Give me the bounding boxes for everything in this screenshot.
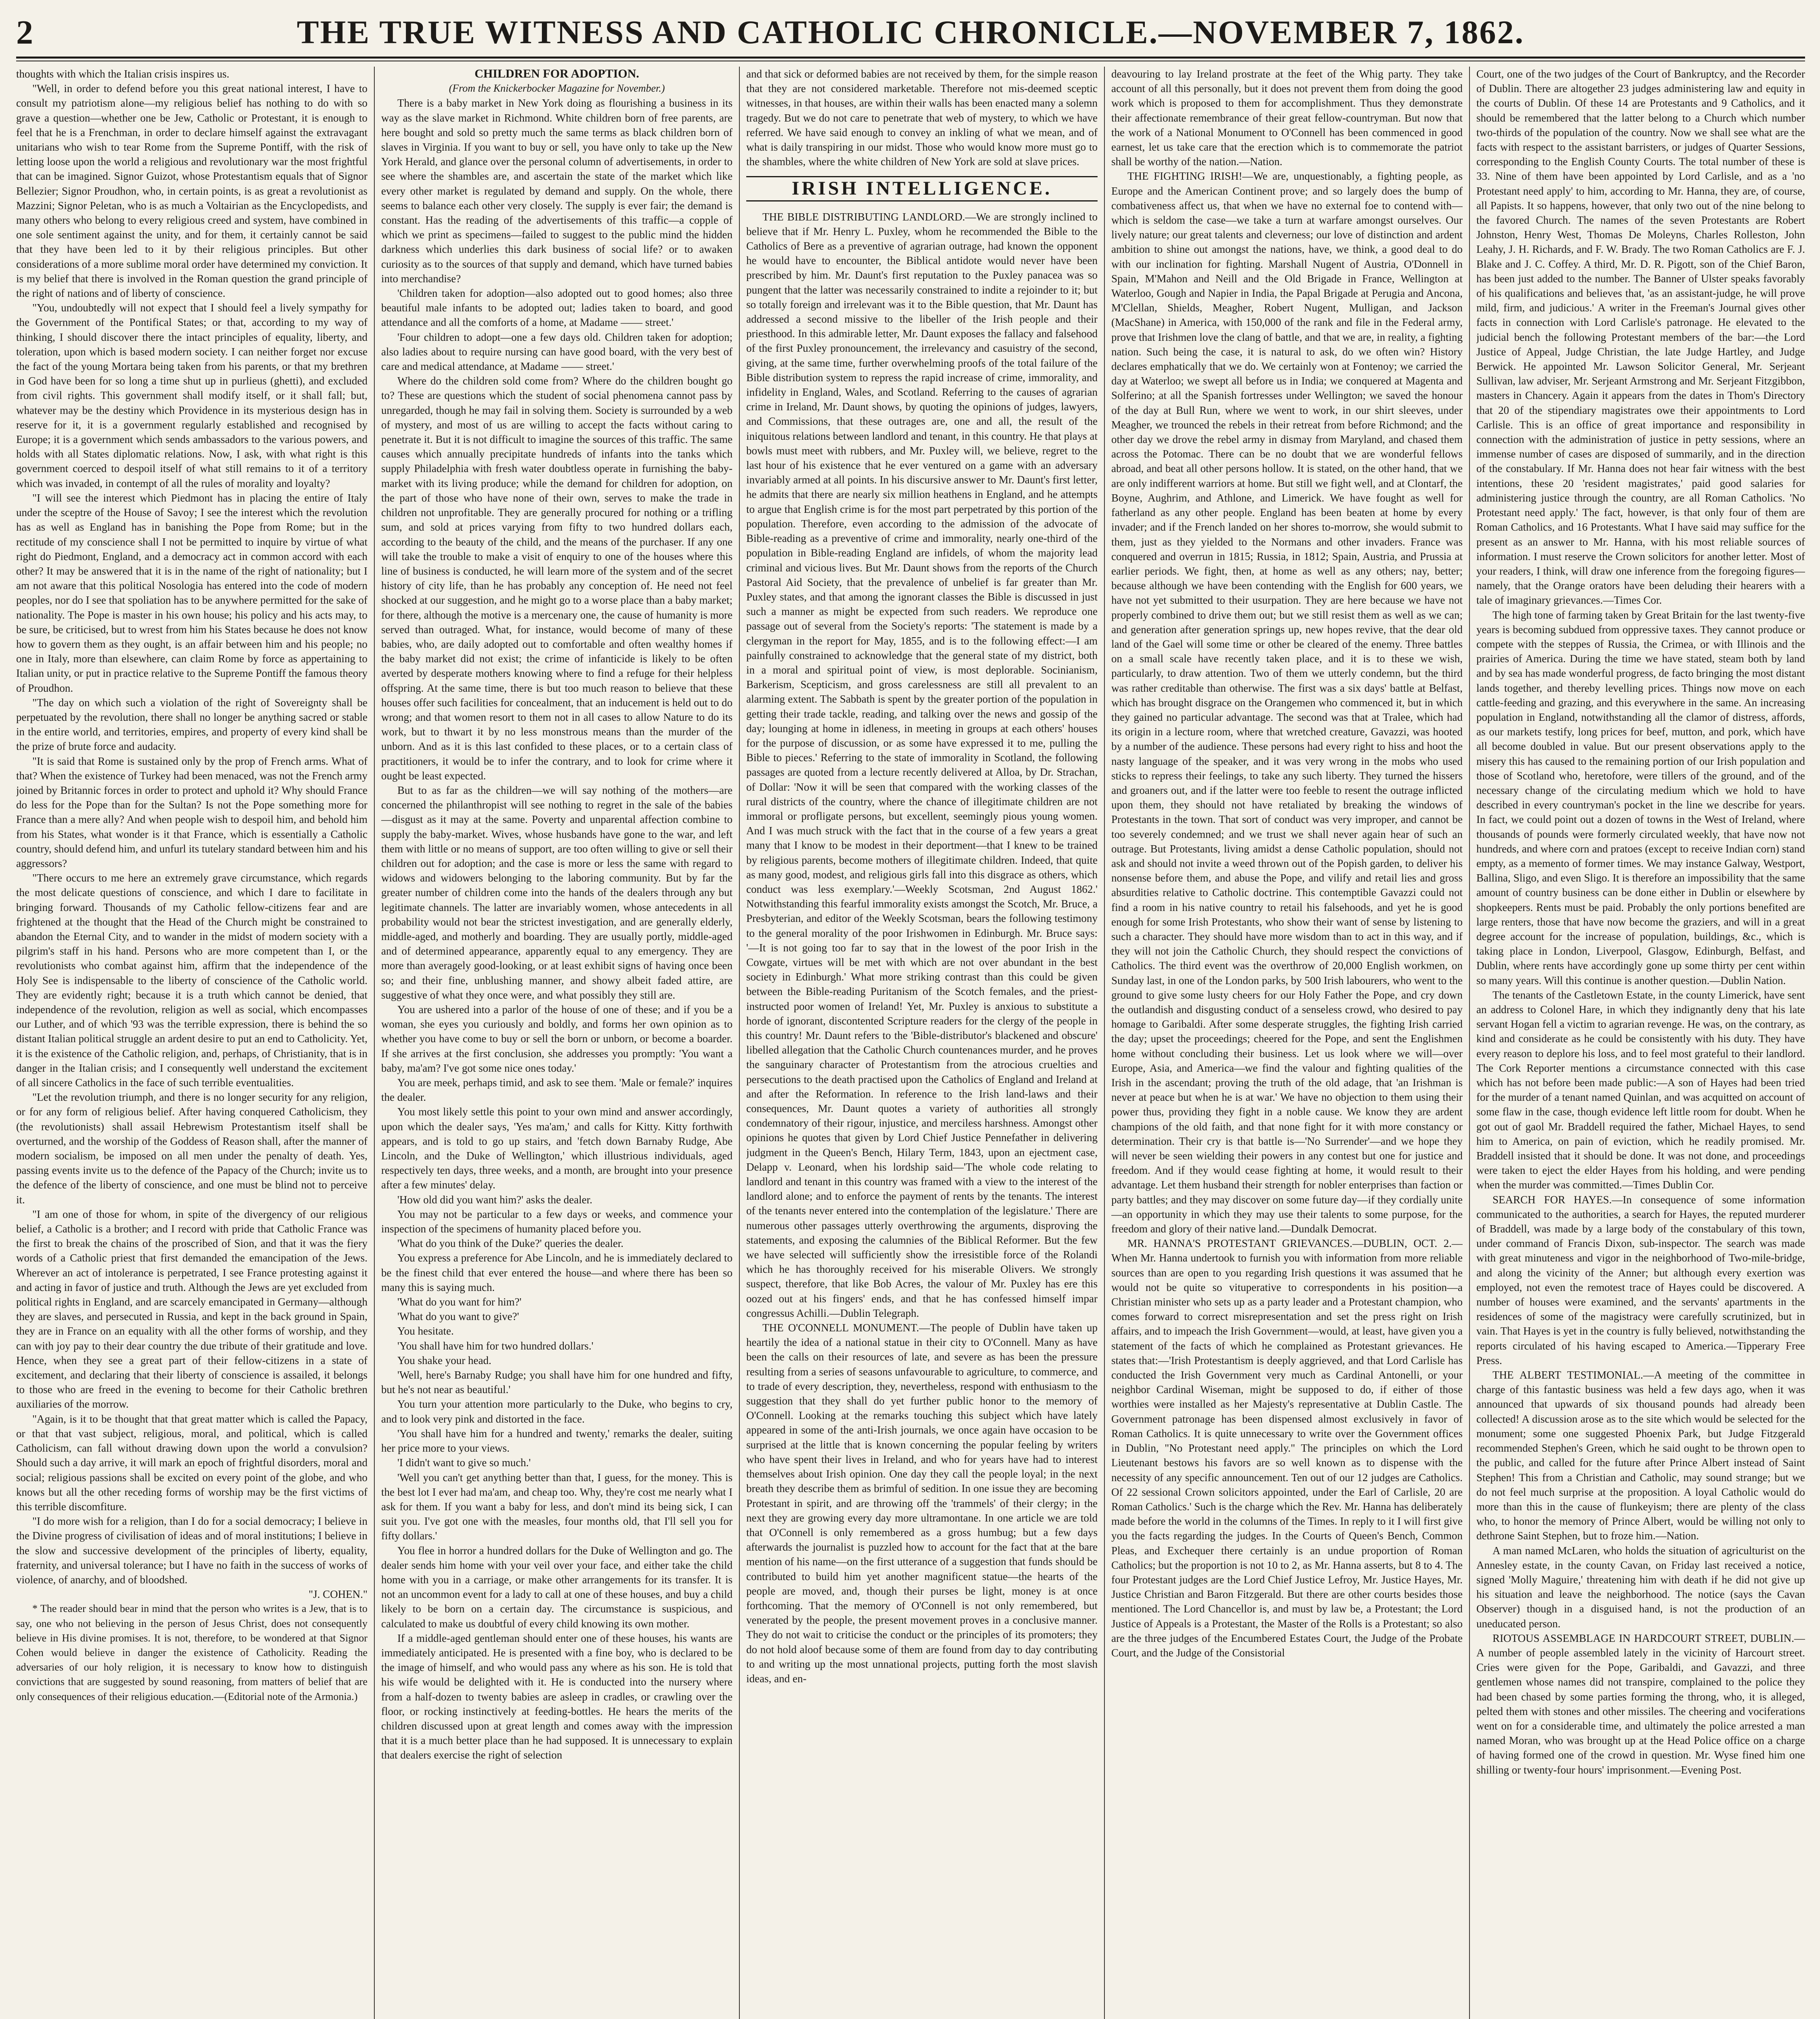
- article-paragraph: You most likely settle this point to your own mind and answer accordingly, upon which the dealer says, 'Yes ma'am,' and calls for Kitty. Kitty forthwith appears, and is told to go up stairs, and 'fetch down Barnaby Rudge, Abe Lincoln, and the Duke of Wellington,' which illustrious individuals, aged respectively ten days, three weeks, and a month, are brought into your presence after a few minutes' delay.: [381, 1106, 733, 1191]
- article-paragraph: The tenants of the Castletown Estate, in the county Limerick, have sent an address to Colonel Hare, in which they indignantly deny that his late servant Hogan fell a victim to agrarian revenge. He was, on the contrary, as kind and considerate as he could be consistently with his duty. They have every reason to deplore his loss, and to feel most grateful to their landlord. The Cork Reporter mentions a circumstance connected with this case which has not before been made public:—A son of Hayes had been tried for the murder of a tenant named Quinlan, and was acquitted on account of some flaw in the case, though evidence left little room for doubt. When he got out of gaol Mr. Braddell required the father, Michael Hayes, to send him to America, on pain of eviction, which he readily promised. Mr. Braddell insisted that it should be done. It was not done, and proceedings were taken to eject the elder Hayes from his holding, and were pending when the murder was committed.—Times Dublin Cor.: [1476, 989, 1805, 1191]
- article-paragraph: A man named McLaren, who holds the situation of agriculturist on the Annesley estate, in the county Cavan, on Friday last received a notice, signed 'Molly Maguire,' threatening him with death if he did not give up his situation and leave the neighborhood. The notice (says the Cavan Observer) though in a disguised hand, is not the production of an uneducated person.: [1476, 1544, 1805, 1630]
- article-paragraph: You are meek, perhaps timid, and ask to see them. 'Male or female?' inquires the dealer.: [381, 1077, 733, 1104]
- article-paragraph: "I do more wish for a religion, than I do for a social democracy; I believe in the Divine progress of civilisation of ideas and of moral institutions; I believe in the slow and successive development of the principles of liberty, equality, fraternity, and universal tolerance; but I have no faith in the success of works of violence, of anarchy, and of bloodshed.: [16, 1515, 367, 1586]
- article-paragraph: "Let the revolution triumph, and there is no longer security for any religion, or for any form of religious belief. After having conquered Catholicism, they (the revolutionists) shall assail Hebrewism Protestantism itself shall be overturned, and the worship of the Goddess of Reason shall, after the manner of modern socialism, be imposed on all men under the penalty of death. Yes, passing events invite us to the defence of the Papacy of the Church; invite us to the defence of the liberty of conscience, and one must be blind not to perceive it.: [16, 1091, 367, 1206]
- column-rule: [739, 67, 740, 2019]
- article-paragraph: SEARCH FOR HAYES.—In consequence of some information communicated to the authorities, a search for Hayes, the reputed murderer of Braddell, was made by a large body of the constabulary of this town, under command of Francis Dixon, sub-inspector. The search was made with great minuteness and vigor in the neighborhood of Two-mile-bridge, and along the vicinity of the Anner; but although every exertion was employed, not even the remotest trace of Hayes could be discovered. A number of houses were examined, and the servants' apartments in the residences of some of the magistracy were carefully scrutinized, but in vain. That Hayes is yet in the country is fully believed, notwithstanding the reports circulated of his having escaped to America.—Tipperary Free Press.: [1476, 1193, 1805, 1366]
- article-paragraph: "Again, is it to be thought that that great matter which is called the Papacy, or that that vast subject, religious, moral, and political, which is called Catholicism, can fall without drawing down upon the world a convulsion? Should such a day arrive, it will mark an epoch of frightful disorders, moral and social; religious passions shall be excited on every point of the globe, and who knows but all the other receding forms of worship may be the first victims of this terrible discomfiture.: [16, 1412, 367, 1513]
- article-paragraph: 'Children taken for adoption—also adopted out to good homes; also three beautiful male infants to be adopted out; ladies taken to board, and good attendance and all the comforts of a home, at Madame —— street.': [381, 287, 733, 329]
- article-paragraph: You are ushered into a parlor of the house of one of these; and if you be a woman, she eyes you curiously and boldly, and forms her own opinion as to whether you have come to buy or sell the born or unborn, or become a boarder. If she arrives at the first conclusion, she addresses you promptly: 'You want a baby, ma'am? I've got some nice ones today.': [381, 1003, 733, 1074]
- article-paragraph: But to as far as the children—we will say nothing of the mothers—are concerned the philanthropist will see nothing to regret in the sale of the babies—disgust as it may at the same. Poverty and unparental affection combine to supply the baby-market. Wives, whose husbands have gone to the war, and left them with little or no means of support, are too often willing to give or sell their children out for adoption; and the case is more or less the same with regard to widows and widowers belonging to the laboring community. But by far the greater number of children come into the hands of the dealers through any but legitimate channels. The latter are invariably women, whose antecedents in all probability would not bear the strictest investigation, and are generally elderly, middle-aged, and motherly and boarding. They are usually portly, middle-aged and of determined appearance, apparently equal to any emergency. They are more than averagely good-looking, or at least exhibit signs of having once been so; and their fine, unblushing manner, and showy albeit faded attire, are suggestive of what they once were, and what possibly they still are.: [381, 784, 733, 1001]
- article-paragraph: You express a preference for Abe Lincoln, and he is immediately declared to be the finest child that ever entered the house—and where there has been so many this is saying much.: [381, 1252, 733, 1293]
- article-paragraph: You turn your attention more particularly to the Duke, who begins to cry, and to look very pink and distorted in the face.: [381, 1398, 733, 1425]
- article-paragraph: You flee in horror a hundred dollars for the Duke of Wellington and go. The dealer sends him home with your veil over your face, and either take the child home with you in a carriage, or make other arrangements for its transfer. It is not an uncommon event for a lady to call at one of these houses, and buy a child likely to be born on a certain day. The circumstance is suspicious, and calculated to make us doubtful of every child knowing its own mother.: [381, 1544, 733, 1630]
- editorial-footnote: * The reader should bear in mind that the person who writes is a Jew, that is to say, one who not believing in the person of Jesus Christ, does not consequently believe in His divine promises. It is not, therefore, to be wondered at that Signor Cohen would believe in danger the existence of Catholicity. Reading the adversaries of our holy religion, it is necessary to know how to distinguish convictions that are suggested by sound reasoning, from matters of belief that are only consequences of their religious education.—(Editorial note of the Armonia.): [16, 1603, 367, 1702]
- article-paragraph: If a middle-aged gentleman should enter one of these houses, his wants are immediately anticipated. He is presented with a fine boy, who is declared to be the image of himself, and who would pass any where as his son. He is told that his wife would be delighted with it. He is conducted into the nursery where from a half-dozen to twenty babies are asleep in cradles, or crawling over the floor, or rocking instinctively at feeding-bottles. He hears the merits of the children discussed upon at great length and comes away with the impression that it is a much better place than he had supposed. It is unnecessary to explain that dealers exercise the right of selection: [381, 1632, 733, 1761]
- article-paragraph: RIOTOUS ASSEMBLAGE IN HARDCOURT STREET, DUBLIN.—A number of people assembled lately in the vicinity of Harcourt street. Cries were given for the Pope, Garibaldi, and Gavazzi, and three gentlemen whose names did not transpire, complained to the police they had been chased by some parties forming the throng, who, it is alleged, pelted them with stones and other missiles. The cheering and vociferations went on for a considerable time, and ultimately the police arrested a man named Moran, who was brought up at the Head Police office on a charge of having formed one of the crowd in question. Mr. Wyse fined him one shilling or twenty-four hours' imprisonment.—Evening Post.: [1476, 1632, 1805, 1776]
- article-paragraph: 'Well you can't get anything better than that, I guess, for the money. This is the best lot I ever had ma'am, and cheap too. Why, they're cost me nearly what I ask for them. If you want a baby for less, and don't mind its being sick, I can suit you. I've got one with the measles, four months old, that I'll sell you for fifty dollars.': [381, 1471, 733, 1542]
- article-paragraph: 'What do you want to give?': [397, 1310, 519, 1323]
- article-paragraph: 'I didn't want to give so much.': [397, 1457, 531, 1469]
- article-paragraph: 'You shall have him for two hundred dollars.': [397, 1339, 594, 1352]
- article-paragraph: 'Four children to adopt—one a few days old. Children taken for adoption; also ladies about to require nursing can have good board, with the very best of care and medical attendance, at Madame —— street.': [381, 331, 733, 373]
- column-rule: [1104, 67, 1105, 2019]
- article-paragraph: THE ALBERT TESTIMONIAL.—A meeting of the committee in charge of this fantastic business was held a few days ago, when it was announced that upwards of six thousand pounds had already been collected! A discussion arose as to the site which would be selected for the monument; some one suggested Phoenix Park, but Judge Fitzgerald recommended Stephen's Green, which he said ought to be thrown open to the public, and called for the future after Prince Albert instead of Saint Stephen! This from a Christian and Catholic, may sound strange; but we do not feel much surprise at the proposition. A loyal Catholic would do more than this in the cause of flunkeyism; there are plenty of the class who, to honor the memory of Prince Albert, would be willing not only to dethrone Saint Stephen, but to froze him.—Nation.: [1476, 1369, 1805, 1542]
- article-paragraph: Where do the children sold come from? Where do the children bought go to? These are questions which the student of social phenomena cannot pass by unregarded, though he may fail in solving them. Society is surrounded by a web of mystery, and most of us are willing to accept the facts without caring to penetrate it. But it is not difficult to imagine the sources of this traffic. The same causes which annually precipitate hundreds of infants into the tanks which supply Philadelphia with fresh water doubtless operate in furnishing the baby-market with its living produce; while the demand for children for adoption, on the part of those who have none of their own, serves to make the trade in children not unprofitable. They are generally procured for nothing or a trifling sum, and sold at prices varying from fifty to two hundred dollars each, according to the beauty of the child, and the means of the purchaser. If any one will take the trouble to make a visit of enquiry to one of the houses where this line of business is conducted, he will learn more of the system and of the secret history of city life, than he has probably any conception of. He need not feel shocked at our suggestion, and he might go to a worse place than a baby market; for there, although the motive is a mercenary one, the cause of humanity is more served than outraged. What, for instance, would become of many of these babies, who, are daily adopted out to comfortable and often wealthy homes if the baby market did not exist; the crime of infanticide is likely to be often averted by desperate mothers knowing where to find a refuge for their helpless offspring. At the same time, there is but too much reason to believe that these houses offer such facilities for concealment, that an inducement is held out to do wrong; and that women resort to them not in all cases to allow Nature to do its work, but to thwart it by no less monstrous means than the murder of the unborn. And as it is this last confided to these places, or to a certain class of practitioners, it would be to infer the contrary, and to look for crime where it ought be least expected.: [381, 375, 733, 782]
- article-source: (From the Knickerbocker Magazine for November.): [449, 82, 665, 94]
- column-rule: [374, 67, 375, 2019]
- article-paragraph: "I will see the interest which Piedmont has in placing the entire of Italy under the sceptre of the House of Savoy; I see the interest which the revolution has as well as England has in banishing the Pope from Rome; but in the rectitude of my conscience shall I not be permitted to inquire by virtue of what right do Piedmont, England, and a democracy act in common accord with each other? It may be answered that it is in the name of the right of nationality; but I am not aware that this political Nosologia has entered into the code of modern peoples, nor do I see that spoliation has to be anywhere permitted for the sake of nationality. The Pope is master in his own house; his policy and his acts may, to be sure, be criticised, but to wrest from him his States because he does not know how to govern them as they ought, is an affair between him and his people; no one in Italy, more than elsewhere, can claim Rome by force as appertaining to Italian unity, or put in practice relative to the Supreme Pontiff the famous theory of Proudhon.: [16, 491, 367, 694]
- article-paragraph: The high tone of farming taken by Great Britain for the last twenty-five years is becoming subdued from oppressive taxes. They cannot produce or compete with the steppes of Russia, the Crimea, or with Illinois and the prairies of America. During the time we have stated, steam both by land and by sea has made wonderful progress, de facto bringing the most distant lands together, and thereby levelling prices. Things now move on each cattle-feeding and grazing, and this everywhere in the same. An increasing population in England, notwithstanding all the clamor of distress, affords, as our markets testify, long prices for beef, mutton, and pork, which have all become doubled in value. But our present observations apply to the misery this has caused to the remaining portion of our Irish population and those of Scotland who, heretofore, were tillers of the ground, and of the necessary change of the circulating medium which we hold to have described in every countryman's pocket in the line we describe for years. In fact, we could point out a dozen of towns in the West of Ireland, where thousands of pounds were formerly circulated weekly, that have now not hundreds, and where corn and pratoes (except to receive Indian corn) stand empty, as a memento of former times. We may instance Galway, Westport, Ballina, Sligo, and even Sligo. It is therefore an impossibility that the same amount of country business can be done either in Dublin or elsewhere by shopkeepers. Rents must be paid. Probably the only portions benefited are large renters, those that have now become the graziers, and will in a great degree account for the increase of population, buildings, &c., which is taking place in London, Liverpool, Glasgow, Edinburgh, Belfast, and Dublin, where rents have accordingly gone up some thirty per cent within so many years. Will this continue is another question.—Dublin Nation.: [1476, 609, 1805, 986]
- article-paragraph: You may not be particular to a few days or weeks, and commence your inspection of the specimens of humanity placed before you.: [381, 1208, 733, 1235]
- article-paragraph: "Well, in order to defend before you this great national interest, I have to consult my patriotism alone—my religious belief has nothing to do with so grave a question—whether one be Jew, Catholic or Protestant, it is enough to feel that he is a Frenchman, in order to declare himself against the extravagant unitarians who wish to tear Rome from the Supreme Pontiff, with the risk of letting loose upon the world a religious and revolutionary war the most frightful that can be imagined. Signor Guizot, whose Protestantism equals that of Signor Bellezier; Signor Proudhon, who, in certain points, is as great a revolutionist as Mazzini; Signor Peletan, who is as much a Voltairian as the Encyclopedists, and many others who belong to every religious creed and system, have combined in one sole sentiment against the unity, and for them, it certainly cannot be said that they have been led to it by their religious principles. But other considerations of a more sublime moral order have determined my conviction. It is my belief that there is involved in the Roman question the grand principle of the right of nations and of liberty of conscience.: [16, 82, 367, 300]
- article-paragraph: 'Well, here's Barnaby Rudge; you shall have him for one hundred and fifty, but he's not near as beautiful.': [381, 1369, 733, 1396]
- column-rule: [1469, 67, 1470, 2019]
- article-paragraph: THE FIGHTING IRISH!—We are, unquestionably, a fighting people, as Europe and the American Continent prove; and so largely does the bump of combativeness affect us, that when we have no external foe to contend with—which is seldom the case—we take a turn at warfare amongst ourselves. Our lively nature; our great talents and cleverness; our love of distinction and ardent ambition to shine out amongst the nations, have, we think, a good deal to do with our inclination for fighting. Marshall Nugent of Austria, O'Donnell in Spain, M'Mahon and Neill and the Old Brigade in France, Wellington at Waterloo, Gough and Napier in India, the Papal Brigade at Perugia and Ancona, M'Clellan, Shields, Meagher, Robert Nugent, Mulligan, and Jackson (MacShane) in America, with 150,000 of the rank and file in the Federal army, prove that Irishmen love the clang of battle, and that we are, in reality, a fighting nation. Such being the case, it is natural to ask, do we often win? History declares emphatically that we do. We certainly won at Fontenoy; we carried the day at Waterloo; we swept all before us in India; we conquered at Magenta and Solferino; at all the Spanish fortresses under Wellington; we saved the honour of the day at Bull Run, where we went to work, in our shirt sleeves, under Meagher, we trounced the rebels in their retreat from before Richmond; and the other day we drove the rebel army in dismay from Maryland, and chased them across the Potomac. There can be no doubt that we are wonderful fellows abroad, and beat all other persons hollow. It is stated, on the other hand, that we are only indifferent warriors at home. But still we fight well, and at Clontarf, the Boyne, Aughrim, and Athlone, and Limerick. We have fought as well for fatherland as any other people. England has been beaten at home by every invader; and if the French landed on her shores to-morrow, she would submit to them, just as they yielded to the Normans and other invaders. France was conquered and overrun in 1815; Russia, in 1812; Spain, Austria, and Prussia at earlier periods. We fight, then, at home as well as any others; nay, better; because although we have been contending with the English for 600 years, we have not yet submitted to their usurpation. They are here because we have not properly combined to drive them out; but we still resist them as well as we can; and generation after generation springs up, new hopes revive, that the dear old land of the Gael will some time or other be cleared of the enemy. Three battles on a small scale have recently taken place, and it is to these we wish, particularly, to draw attention. Two of them we utterly condemn, but the third was rather creditable than otherwise. The first was a six days' battle at Belfast, which has brought disgrace on the Orangemen who commenced it, but in which they gained no particular advantage. The second was that at Tralee, which had its origin in a lecture room, where that wretched creature, Gavazzi, was hooted by a number of the audience. These persons had every right to hiss and hoot the nasty language of the speaker, and it was very wrong in the mobs who used sticks to repress their feelings, to take any such liberty. They turned the hissers and groaners out, and if the latter were too feeble to resent the outrage inflicted upon them, they should not have retaliated by breaking the windows of Protestants in the town. That sort of conduct was very improper, and cannot be too severely condemned; and we trust we shall never again hear of such an outrage. But Protestants, living amidst a dense Catholic population, should not ask and should not invite a weed thrown out of the Popish garden, to deliver his nonsense before them, and abuse the Pope, and vilify and retail lies and gross absurdities relative to Catholic doctrine. This contemptible Gavazzi could not find a room in his native country to retail his falsehoods, and yet he is good enough for some Irish Protestants, who show their want of sense by listening to such a character. They should have more wisdom than to act in this way, and if they will not join the Catholic Church, they should respect the convictions of Catholics. The third event was the overthrow of 20,000 English workmen, on Sunday last, in one of the London parks, by 500 Irish labourers, who went to the ground to give some lusty cheers for our Holy Father the Pope, and cry down the outlandish and disgusting conduct of a senseless crowd, who desired to pay homage to Garibaldi. After some desperate struggles, the fighting Irish carried the day; upset the proceedings; cheered for the Pope, and sent the Englishmen home without concluding their business. Let us look where we will—over Europe, Asia, and America—we find the valour and fighting qualities of the Irish in the ascendant; proving the truth of the old adage, that 'an Irishman is never at peace but when he is at war.' We have no objection to them using their power thus, providing they fight in a noble cause. We know they are ardent champions of the old faith, and that none fight for it with more constancy or determination. Their cry is that battle is—'No Surrender'—and we hope they will never be seen wielding their powers in any contest but one for justice and freedom. And if they would cease fighting at home, it would result to their advantage. Let them husband their strength for nobler enterprises than faction or party battles; and they may discover on some future day—if they cordially unite—an opportunity in which they may use their talents to some purpose, for the freedom and glory of their native land.—Dundalk Democrat.: [1111, 170, 1463, 1235]
- article-paragraph: There is a baby market in New York doing as flourishing a business in its way as the slave market in Richmond. White children born of free parents, are here bought and sold so pretty much the same terms as black children born of slaves in Virginia. If you want to buy or sell, you have only to take up the New York Herald, and glance over the personal column of advertisements, in order to see where the shambles are, and ascertain the state of the market which like every other market is regulated by demand and supply. On the whole, there seems to balance each other very closely. The supply is ever fair; the demand is constant. Has the reading of the advertisements of this traffic—a copple of which we print as specimens—failed to suggest to the public mind the hidden darkness which underlies this dark business of social life? or to awaken curiosity as to the sources of that supply and demand, which have turned babies into merchandise?: [381, 97, 733, 285]
- masthead: [16, 12, 1805, 52]
- article-paragraph: "The day on which such a violation of the right of Sovereignty shall be perpetuated by the revolution, there shall no longer be anything sacred or stable in the entire world, and territories, empires, and property of every kind shall be the prize of brute force and audacity.: [16, 696, 367, 753]
- article-paragraph: MR. HANNA'S PROTESTANT GRIEVANCES.—DUBLIN, OCT. 2.—When Mr. Hanna undertook to furnish you with information from more reliable sources than are open to you regarding Irish questions it was assumed that he would not be quite so vituperative to correspondents in his position—a Christian minister who sets up as a party leader and a Protestant champion, who comes forward to correct misrepresentation and set the press right on Irish affairs, and to impeach the Irish Government—would, at least, have given you a statement of the facts of which he complained as Protestant grievances. He states that:—'Irish Protestantism is deeply aggrieved, and that Lord Carlisle has conducted the Irish Government very much as Cardinal Antonelli, or your neighbor Cardinal Wiseman, might be supposed to do, if either of those worthies were installed as her Majesty's representative at Dublin Castle. The Government patronage has been dispensed almost exclusively in favor of Roman Catholics. It is quite unnecessary to write over the Government offices in Dublin, "No Protestant need apply." The principles on which the Lord Lieutenant bestows his favors are so well known as to dispense with the necessity of any specific announcement. Ten out of our 12 judges are Catholics. Of 22 sessional Crown solicitors appointed, under the Earl of Carlisle, 20 are Roman Catholics.' Such is the charge which the Rev. Mr. Hanna has deliberately made before the world in the columns of the Times. In reply to it I will first give you the facts regarding the judges. In the Courts of Queen's Bench, Common Pleas, and Exchequer there certainly is an undue proportion of Roman Catholics; but the proportion is not 10 to 2, as Mr. Hanna asserts, but 8 to 4. The four Protestant judges are the Lord Chief Justice Lefroy, Mr. Justice Hayes, Mr. Justice Christian and Baron Fitzgerald. But there are other courts besides those mentioned. The Lord Chancellor is, and must by law be, a Protestant; the Lord Justice of Appeals is a Protestant, the Master of the Rolls is a Protestant; so also are the three judges of the Encumbered Estates Court, the Judge of the Probate Court, and the Judge of the Consistorial: [1111, 1237, 1463, 1659]
- article-signature: "J. COHEN.": [309, 1588, 367, 1601]
- article-paragraph: 'What do you think of the Duke?' queries the dealer.: [397, 1237, 624, 1250]
- article-paragraph: THE O'CONNELL MONUMENT.—The people of Dublin have taken up heartily the idea of a national statue in their city to O'Connell. Many as have been the calls on their resources of late, and severe as has been the pressure resulting from a series of seasons unfavourable to agriculture, to commerce, and to trade of every description, they, nevertheless, respond with enthusiasm to the suggestion that they shall do yet further public honor to the memory of O'Connell. Looking at the remarks touching this subject which have lately appeared in some of the anti-Irish journals, we once again have occasion to be surprised at the little that is known concerning the popular feeling by writers who have spent their lives in Ireland, and who for years have had to interest themselves about Irish opinion. One day they call the people loyal; in the next breath they describe them as brimful of sedition. In one issue they are becoming Protestant in spirit, and are throwing off the 'trammels' of their clergy; in the next they are growing every day more ultramontane. In one article we are told that O'Connell is only remembered as a gross humbug; but a few days afterwards the journalist is puzzled how to account for the fact that at the bare mention of his name—on the first utterance of a suggestion that funds should be contributed to build him yet another magnificent statue—the hearts of the people are moved, and, though their purses be light, money is at once forthcoming. That the memory of O'Connell is not only remembered, but venerated by the people, the present movement proves in a conclusive manner. They do not wait to criticise the conduct or the principles of its promoters; they do not hold aloof because some of them are found from day to day contributing to and writing up the most unnational projects, putting forth the most slavish ideas, and en-: [746, 1322, 1098, 1685]
- column-5: [1476, 67, 1805, 2019]
- article-paragraph: "You, undoubtedly will not expect that I should feel a lively sympathy for the Government of the Pontifical States; or that, according to my way of thinking, I should discover there the intact principles of equality, liberty, and toleration, upon which is based modern society. I can neither forget nor excuse the fact of the young Mortara being taken from his parents, or that my brethren in God have been for so long a time shut up in purlieus (ghetti), and excluded from civil rights. This government shall modify itself, or it shall fall; but, whatever may be the destiny which Providence in its mysterious design has in reserve for it, it is a government regularly established and recognised by Europe; it is a government which sends ambassadors to the various powers, and holds with all States diplomatic relations. Now, I ask, with what right is this government coerced to despoil itself of what still remains to it of a territory which was invaded, in contempt of all the rules of morality and loyalty?: [16, 302, 367, 489]
- article-paragraph: Court, one of the two judges of the Court of Bankruptcy, and the Recorder of Dublin. There are altogether 23 judges administering law and equity in the courts of Dublin. Of these 14 are Protestants and 9 Catholics, and it should be remembered that the latter belong to a Church which number two-thirds of the population of the country. Now we shall see what are the facts with respect to the assistant barristers, or judges of Quarter Sessions, corresponding to the English County Courts. The total number of these is 33. Nine of them have been appointed by Lord Carlisle, and as a 'no Protestant need apply' to him, according to Mr. Hanna, they are, of course, all Papists. It so happens, however, that only two out of the nine belong to the favored Church. The names of the seven Protestants are Robert Johnston, Henry West, Thomas De Moleyns, Charles Rolleston, John Leahy, J. H. Richards, and F. W. Brady. The two Roman Catholics are F. J. Blake and J. C. Coffey. A third, Mr. D. R. Pigott, son of the Chief Baron, has been just added to the number. The Banner of Ulster speaks favorably of his qualifications and believes that, 'as an assistant-judge, he will prove mild, firm, and judicious.' A writer in the Freeman's Journal gives other facts in connection with Lord Carlisle's patronage. He elevated to the judicial bench the following Protestant members of the bar:—the Lord Justice of Appeal, Judge Christian, the late Judge Hartley, and Judge Berwick. He appointed Mr. Lawson Solicitor General, Mr. Serjeant Sullivan, law adviser, Mr. Serjeant Armstrong and Mr. Serjeant Fitzgibbon, masters in Chancery. Again it appears from the dates in Thom's Directory that 20 of the stipendiary magistrates owe their appointments to Lord Carlisle. This is an office of great importance and responsibility in connection with the administration of justice in petty sessions, where an immense number of cases are disposed of summarily, and in the direction of the constabulary. If Mr. Hanna does not hear fair witness with the best intentions, these 20 'resident magistrates,' paid good salaries for administering justice through the country, are all Roman Catholics. 'No Protestant need apply.' The fact, however, is that only four of them are Roman Catholics, and 16 Protestants. What I have said may suffice for the present as an answer to Mr. Hanna, with his most reliable sources of information. I must reserve the Crown solicitors for another letter. Most of your readers, I think, will draw one inference from the foregoing figures—namely, that the Orange orators have been deluding their hearers with a tale of imaginary grievances.—Times Cor.: [1476, 68, 1805, 607]
- column-4: [1111, 67, 1463, 2019]
- page-number: 2: [16, 13, 33, 51]
- article-paragraph: THE BIBLE DISTRIBUTING LANDLORD.—We are strongly inclined to believe that if Mr. Henry L. Puxley, whom he recommended the Bible to the Catholics of Bere as a preventive of agrarian outrage, had known the opponent he would have to encounter, the Biblical antidote would never have been prescribed by him. Mr. Daunt's first reputation to the Puxley panacea was so pungent that the latter was necessarily constrained to indite a rejoinder to it; but so totally foreign and irrelevant was it to the Bible question, that Mr. Daunt has addressed a second missive to the libeller of the Irish people and their priesthood. In this admirable letter, Mr. Daunt exposes the fallacy and falsehood of the first Puxley pronouncement, the irrelevancy and casuistry of the second, giving, at the same time, further overwhelming proofs of the total failure of the Bible distribution system to repress the rapid increase of crime, immorality, and infidelity in England, Wales, and Scotland. Referring to the causes of agrarian crime in Ireland, Mr. Daunt shows, by quoting the opinions of judges, lawyers, and Commissions, that these outrages are, one and all, the result of the iniquitous relations between landlord and tenant, in this country. He that plays at bowls must meet with rubbers, and Mr. Puxley will, we believe, regret to the last hour of his existence that he ever ventured on a game with an adversary invariably armed at all points. In his discursive answer to Mr. Daunt's first letter, he admits that there are nearly six million heathens in England, and he attempts to argue that English crime is for the most part perpetrated by this portion of the population. Therefore, even according to the admission of the advocate of Bible-reading as a preventive of crime and immorality, nearly one-third of the population in Bible-reading England are infidels, of whom the majority lead criminal and vicious lives. But Mr. Daunt shows from the reports of the Church Pastoral Aid Society, that the prevalence of unbelief is far greater than Mr. Puxley states, and that among the ignorant classes the Bible is discussed in just such a manner as might be expected from such readers. We reproduce one passage out of several from the Society's reports: 'The statement is made by a clergyman in the report for May, 1855, and is to the following effect:—I am painfully constrained to acknowledge that the general state of my district, both in a moral and spiritual point of view, is most deplorable. Socinianism, Barkerism, Scepticism, and gross carelessness are still all prevalent to an alarming extent. The Sabbath is spent by the greater portion of the population in getting their trade tackle, reading, and talking over the news and gossip of the day; lounging at home in idleness, in meeting in groups at each others' houses for the purpose of discussion, or as some have expressed it to me, pulling the Bible to pieces.' Referring to the state of immorality in Scotland, the following passages are quoted from a lecture recently delivered at Alloa, by Dr. Strachan, of Dollar: 'Now it will be seen that compared with the working classes of the rural districts of the country, where the chance of illegitimate children are not immoral or profligate persons, but excellent, seemingly pious young women. And I was much struck with the fact that in the course of a few years a great many that I know to be modest in their deportment—that I knew to be trained by religious parents, become mothers of illegitimate children. Indeed, that quite as many good, modest, and religious girls fall into this disgrace as others, which conduct was less exemplary.'—Weekly Scotsman, 2nd August 1862.' Notwithstanding this fearful immorality exists amongst the Scotch, Mr. Bruce, a Presbyterian, and editor of the Weekly Scotsman, bears the following testimony to the general morality of the poor Irishwomen in Edinburgh. Mr. Bruce says: '—It is not going too far to say that in the lowest of the poor Irish in the Cowgate, virtues will be met with which are not over abundant in the best society in Edinburgh.' What more striking contrast than this could be given between the Bible-reading Puritanism of the Scotch females, and the priest-instructed poor women of Ireland! Yet, Mr. Puxley is anxious to substitute a horde of ignorant, discontented Scripture readers for the clergy of the people in this country! Mr. Daunt refers to the 'Bible-distributor's blackened and obscure' libelled allegation that the Catholic Church countenances murder, and he proves the sanguinary character of Protestantism from the atrocious cruelties and persecutions to the death practised upon the Catholics of England and Ireland at and after the Reformation. In reference to the Irish land-laws and their consequences, Mr. Daunt quotes a variety of authorities all strongly condemnatory of their rigour, injustice, and merciless harshness. Amongst other opinions he quotes that given by Lord Chief Justice Pennefather in delivering judgment in the Queen's Bench, Hilary Term, 1843, upon an ejectment case, Delapp v. Leonard, when his lordship said—'The whole code relating to landlord and tenant in this country was framed with a view to the interest of the landlord alone; and to enforce the payment of rents by the tenants. The interest of the tenants never entered into the contemplation of the legislature.' There are numerous other passages utterly overthrowing the arguments, disproving the statements, and exposing the calumnies of the Biblical Reformer. But the few we have selected will sufficiently show the irresistible force of the Rolandi which he has thoroughly received for his miserable Olivers. We strongly suspect, therefore, that like Bob Acres, the valour of Mr. Puxley has ere this oozed out at his fingers' ends, and that he has confessed himself impar congressus Achilli.—Dublin Telegraph.: [746, 210, 1098, 1319]
- article-paragraph: 'You shall have him for a hundred and twenty,' remarks the dealer, suiting her price more to your views.: [381, 1427, 733, 1454]
- newspaper-title: THE TRUE WITNESS AND CATHOLIC CHRONICLE.—NOVEMBER 7, 1862.: [297, 14, 1524, 50]
- column-1: [16, 67, 367, 2019]
- article-paragraph: "It is said that Rome is sustained only by the prop of French arms. What of that? When the existence of Turkey had been menaced, was not the French army joined by Britannic forces in order to protect and uphold it? Why should France do less for the Pope than for the Sultan? Is not the Pope something more for France than a mere ally? And when people wish to despoil him, and behold him from his States, what wonder is it that France, which is essentially a Catholic country, should defend him, and unfurl its tutelary standard between him and his aggressors?: [16, 755, 367, 869]
- section-title: IRISH INTELLIGENCE.: [746, 176, 1098, 201]
- header-rule: [16, 57, 1805, 59]
- article-paragraph: 'What do you want for him?': [397, 1296, 522, 1308]
- article-paragraph: "There occurs to me here an extremely grave circumstance, which regards the most delicate questions of conscience, and which I dare to facilitate in bringing forward. Thousands of my Catholic fellow-citizens fear and are frightened at the thought that the Head of the Church might be constrained to abandon the Eternal City, and to wander in the midst of modern society with a pilgrim's staff in his hand. Persons who are more competent than I, or the revolutionists who combat against him, affirm that the independence of the Holy See is indispensable to the liberty of conscience of the Catholic world. They are evidently right; because it is a truth which cannot be denied, that independence of the revolution, religion as well as social, which encompasses our Luther, and of which '93 was the terrible expression, there is behind the so distant Italian political struggle an ardent desire to put an end to Catholicity. Yet, it is the existence of the Catholic religion, and, perhaps, of Christianity, that is in danger in the Italian crisis; and I consequently well understand the excitement of all sincere Catholics in the face of such terrible eventualities.: [16, 872, 367, 1089]
- article-paragraph: deavouring to lay Ireland prostrate at the feet of the Whig party. They take account of all this personally, but it does not prevent them from doing the good work which is proposed to them for accomplishment. Thus they demonstrate their affectionate remembrance of their great fellow-countryman. But now that the work of a National Monument to O'Connell has been commenced in good earnest, let us take care that the erection which is to commemorate the patriot shall be worthy of the nation.—Nation.: [1111, 68, 1463, 168]
- column-2: [381, 67, 733, 2019]
- article-paragraph: You hesitate.: [397, 1325, 454, 1337]
- article-heading: CHILDREN FOR ADOPTION.: [474, 67, 639, 80]
- column-3: [746, 67, 1098, 2019]
- article-paragraph: "I am one of those for whom, in spite of the divergency of our religious belief, a Catholic is a brother; and I record with pride that Catholic France was the first to break the chains of the proscribed of Sion, and that it was the fiery words of a Catholic priest that first demanded the emancipation of the Jews. Wherever an act of intolerance is perpetrated, I see France protesting against it and acting in favor of justice and truth. Although the Jews are yet excluded from political rights in England, and are scarcely emancipated in Germany—although they are slaves, and persecuted in Russia, and kept in the back ground in Spain, they are in France on an equality with all the other forms of worship, and they can with joy pay to their dear country the due tribute of their gratitude and love. Hence, when they see a great part of their fellow-citizens in a state of excitement, and declaring that their liberty of conscience is assailed, it belongs to those who are freed in the evening to become for their Catholic brethren auxiliaries of the morrow.: [16, 1208, 367, 1410]
- article-paragraph: thoughts with which the Italian crisis inspires us.: [16, 68, 229, 80]
- article-paragraph: 'How old did you want him?' asks the dealer.: [397, 1193, 592, 1206]
- article-paragraph: and that sick or deformed babies are not received by them, for the simple reason that they are not considered marketable. Therefore not mis-deemed sceptic witnesses, in that houses, are within their walls has been enacted many a solemn tragedy. But we do not care to penetrate that web of mystery, to which we have referred. We have said enough to convey an inkling of what we mean, and of what is daily transpiring in our midst. Those who would know more must go to the shambles, where the white children of New York are sold at slave prices.: [746, 68, 1098, 168]
- article-paragraph: You shake your head.: [397, 1354, 491, 1366]
